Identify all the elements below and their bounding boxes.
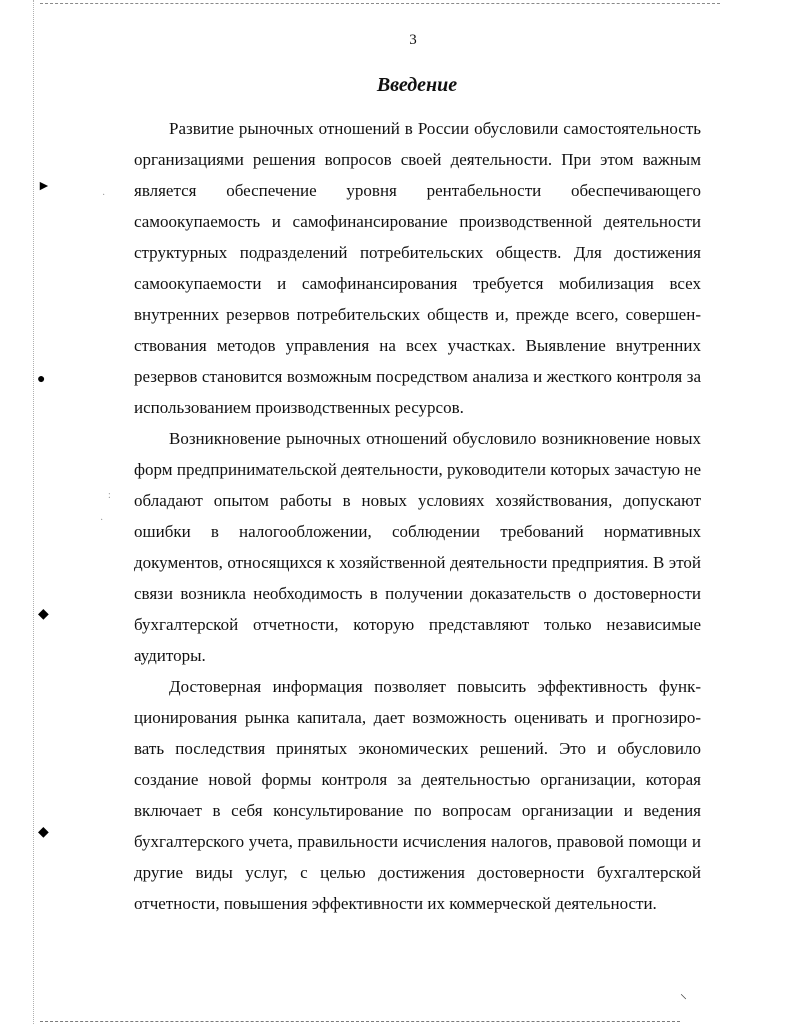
page-number: 3: [409, 32, 417, 48]
section-heading: Введение: [376, 74, 458, 96]
paragraph: Возникновение рыночных отношений обусловило возникновение новых форм предпринимательской деятельности, руководители которых зачастую не обладают опытом работы в новых условиях хозяйствования, допускают ошибки в налогообложении, соблюдении требований нормативных документов, относящихся к хозяйственной деятельности предприятия. В этой связи возникла необходимость в получении доказательств о достоверности бухгалтерской отчетности, которую представляют только независимые аудиторы.: [134, 429, 701, 665]
binding-hole-mark: ►: [37, 179, 51, 194]
body-text: [134, 113, 701, 919]
binding-hole-mark: ◆: [38, 607, 49, 622]
scan-speck: ·: [100, 515, 104, 526]
paragraph: Достоверная информация позволяет повысить эффективность функционирования рынка капитала, дает возможность оценивать и прогнозировать последствия принятых экономических решений. Это и обусловило создание новой формы контроля за деятельностью организации, которая включает в себя консультирование по вопросам организации и ведения бухгалтерского учета, правильности исчисления налогов, правовой помощи и другие виды услуг, с целью достижения достоверности бухгалтерской отчетности, повышения эффективности их коммерческой деятельности.: [134, 677, 701, 913]
scan-edge-bottom: [40, 1021, 680, 1022]
scan-edge-top: [40, 3, 720, 4]
paragraph: Развитие рыночных отношений в России обусловили самостоятельность организациями решения вопросов своей деятельности. При этом важным является обеспечение уровня рентабельности обеспечивающего самоокупаемость и самофинансирование производственной деятельности структурных подразделений потребительских обществ. Для достижения самоокупаемости и самофинансирования требуется мобилизация всех внутренних резервов потребительских обществ и, прежде всего, совершенствования методов управления на всех участках. Выявление внутренних резервов становится возможным посредством анализа и жесткого контроля за использованием производственных ресурсов.: [134, 119, 701, 417]
binding-hole-mark: ◆: [38, 825, 49, 840]
corner-scan-mark: ⸌: [680, 993, 687, 1008]
binding-hole-mark: ●: [37, 372, 46, 387]
scan-speck: :: [108, 490, 111, 501]
scan-edge-left: [33, 0, 34, 1024]
scan-speck: ·: [102, 190, 106, 201]
